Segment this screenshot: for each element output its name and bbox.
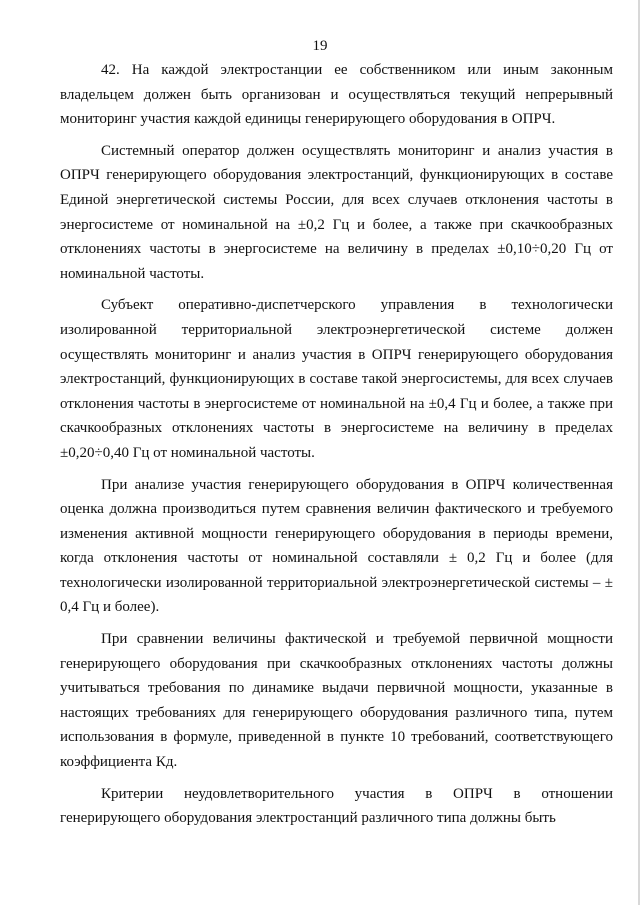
paragraph-criteria: Критерии неудовлетворительного участия в ОПРЧ в отношении генерирующего оборудования электростанций различного типа должны быть	[60, 785, 613, 827]
page-number: 19	[312, 38, 328, 54]
paragraph-item-42-monitoring: 42. На каждой электростанции ее собственником или иным законным владельцем должен быть организован и осуществляться текущий непрерывный мониторинг участия каждой единицы генерирующего оборудования в ОПРЧ.	[60, 62, 613, 128]
paragraph-power-comparison: При сравнении величины фактической и требуемой первичной мощности генерирующего оборудования при скачкообразных отклонениях частоты должны учитываться требования по динамике выдачи первичной мощности, указанные в настоящих требованиях для генерирующего оборудования различного типа, путем использования в формуле, приведенной в пункте 10 требований, соответствующего коэффициента Кд.	[60, 631, 613, 771]
paragraph-system-operator: Системный оператор должен осуществлять мониторинг и анализ участия в ОПРЧ генерирующего оборудования электростанций, функционирующих в составе Единой энергетической системы России, для всех случаев отклонения частоты в энергосистеме от номинальной на ±0,2 Гц и более, а также при скачкообразных отклонениях частоты в энергосистеме на величину в пределах ±0,10÷0,20 Гц от номинальной частоты.	[60, 142, 613, 282]
paragraph-dispatch-subject: Субъект оперативно-диспетчерского управления в технологически изолированной территориальной электроэнергетической системе должен осуществлять мониторинг и анализ участия в ОПРЧ генерирующего оборудования электростанций, функционирующих в составе такой энергосистемы, для всех случаев отклонения частоты в энергосистеме от номинальной на ±0,4 Гц и более, а также при скачкообразных отклонениях частоты в энергосистеме на величину в пределах ±0,20÷0,40 Гц от номинальной частоты.	[60, 297, 613, 461]
document-body	[60, 58, 613, 831]
paragraph-analysis-method: При анализе участия генерирующего оборудования в ОПРЧ количественная оценка должна производиться путем сравнения величин фактического и требуемого изменения активной мощности генерирующего оборудования в периоды времени, когда отклонения частоты от номинальной составляли ± 0,2 Гц и более (для технологически изолированной территориальной электроэнергетической системы – ± 0,4 Гц и более).	[60, 476, 613, 616]
